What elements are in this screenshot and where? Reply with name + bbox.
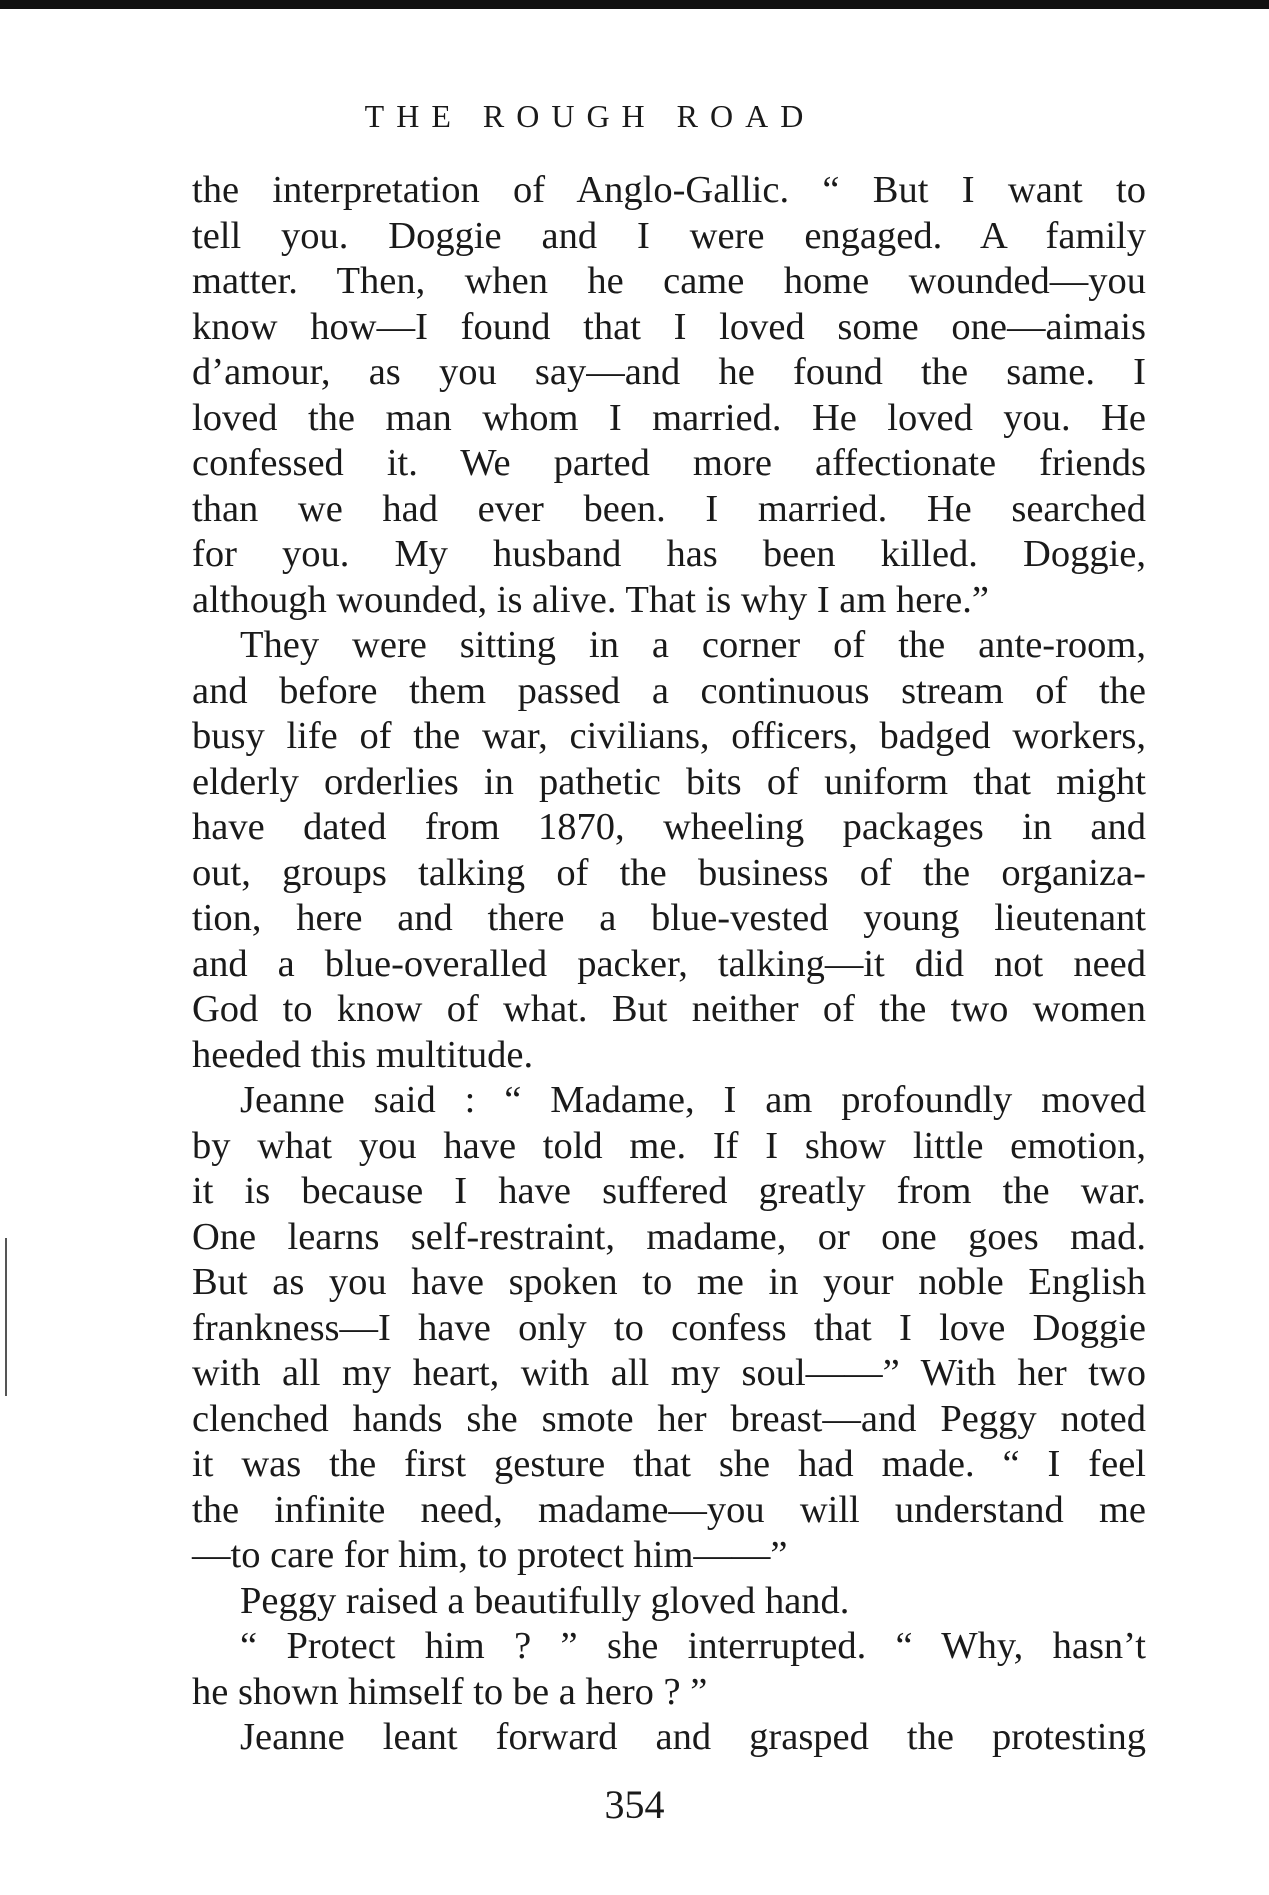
text-line: Peggy raised a beautifully gloved hand. xyxy=(240,1579,850,1622)
text-line: it is because I have suffered greatly from the war. xyxy=(192,1170,1146,1212)
text-line: although wounded, is alive. That is why I am here.” xyxy=(192,578,989,621)
text-line: than we had ever been. I married. He searched xyxy=(192,487,1146,530)
text-line: God to know of what. But neither of the two women xyxy=(192,988,1146,1030)
text-line: clenched hands she smote her breast—and Peggy noted xyxy=(192,1397,1146,1440)
top-border-rule xyxy=(0,0,1269,9)
text-line: frankness—I have only to confess that I love Doggie xyxy=(192,1306,1146,1349)
text-line: “ Protect him ? ” she interrupted. “ Why, hasn’t xyxy=(240,1625,1146,1667)
text-line: the interpretation of Anglo-Gallic. “ But I want to xyxy=(192,169,1146,211)
text-line: for you. My husband has been killed. Doggie, xyxy=(192,533,1146,575)
text-line: tion, here and there a blue-vested young lieutenant xyxy=(192,897,1146,939)
text-line: out, groups talking of the business of the organiza- xyxy=(192,851,1146,894)
text-line: d’amour, as you say—and he found the same. I xyxy=(192,351,1146,393)
text-line: loved the man whom I married. He loved you. He xyxy=(192,396,1146,439)
text-line: matter. Then, when he came home wounded—you xyxy=(192,260,1146,302)
text-line: They were sitting in a corner of the ante-room, xyxy=(240,624,1146,666)
text-line: he shown himself to be a hero ? ” xyxy=(192,1670,708,1713)
text-line: confessed it. We parted more affectionate friends xyxy=(192,442,1146,484)
text-line: Jeanne leant forward and grasped the protesting xyxy=(240,1716,1146,1758)
text-line: tell you. Doggie and I were engaged. A family xyxy=(192,214,1146,257)
text-line: Jeanne said : “ Madame, I am profoundly moved xyxy=(240,1079,1146,1121)
text-line: know how—I found that I loved some one—aimais xyxy=(192,305,1146,348)
body-text xyxy=(192,168,1146,1761)
text-line: by what you have told me. If I show little emotion, xyxy=(192,1124,1146,1167)
margin-mark xyxy=(5,1238,7,1396)
text-line: the infinite need, madame—you will understand me xyxy=(192,1488,1146,1531)
running-head: THE ROUGH ROAD xyxy=(364,98,816,134)
text-line: One learns self-restraint, madame, or one goes mad. xyxy=(192,1215,1146,1258)
text-line: elderly orderlies in pathetic bits of uniform that might xyxy=(192,760,1146,803)
text-line: and a blue-overalled packer, talking—it did not need xyxy=(192,942,1146,985)
text-line: heeded this multitude. xyxy=(192,1033,534,1076)
text-line: have dated from 1870, wheeling packages in and xyxy=(192,806,1146,848)
text-line: busy life of the war, civilians, officers, badged workers, xyxy=(192,715,1146,757)
text-line: it was the first gesture that she had made. “ I feel xyxy=(192,1443,1146,1485)
text-line: and before them passed a continuous stream of the xyxy=(192,669,1146,712)
text-line: —to care for him, to protect him——” xyxy=(192,1534,788,1576)
page-number: 354 xyxy=(604,1782,665,1827)
text-line: But as you have spoken to me in your noble English xyxy=(192,1261,1146,1303)
text-line: with all my heart, with all my soul——” With her two xyxy=(192,1352,1146,1394)
